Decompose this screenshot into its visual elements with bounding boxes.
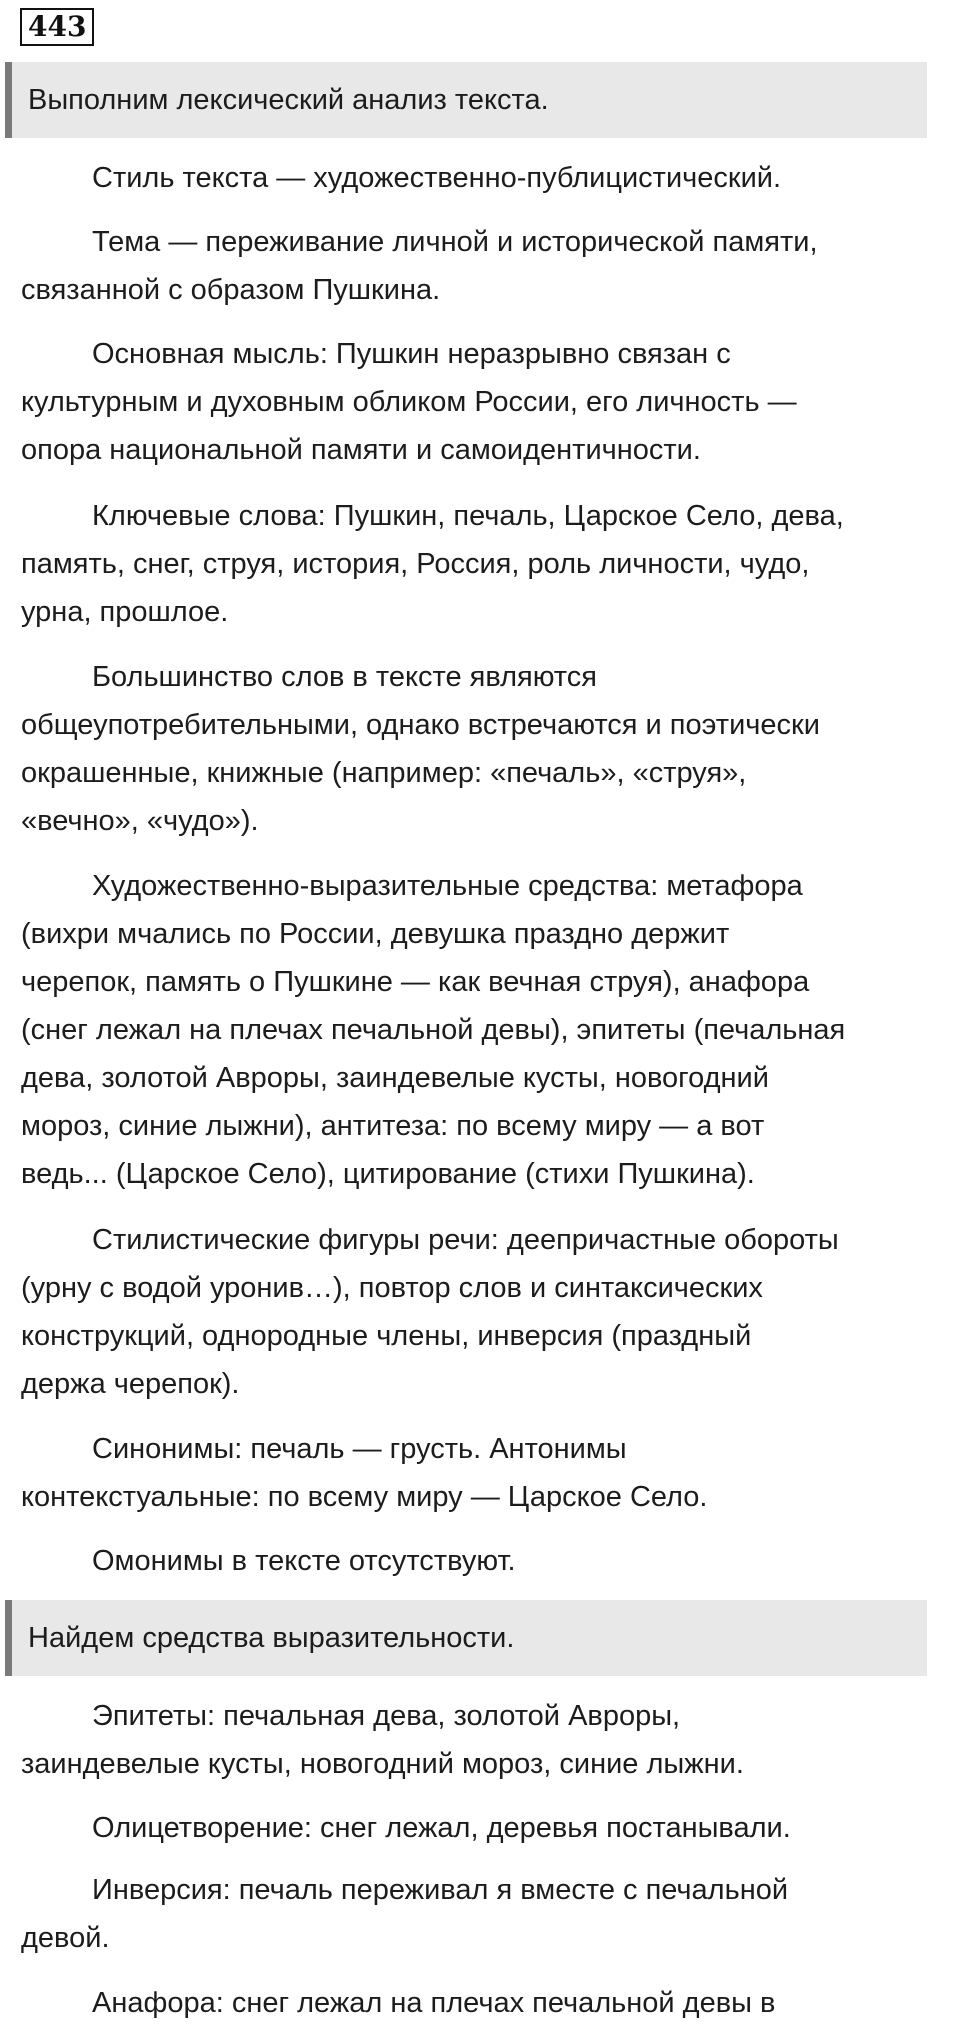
text-line: черепок, память о Пушкине — как вечная струя), анафора (21, 966, 810, 998)
text-line: (вихри мчались по России, девушка праздно держит (21, 918, 730, 950)
text-line: культурным и духовным обликом России, его личность — (21, 386, 797, 418)
text-line: конструкций, однородные члены, инверсия (праздный (21, 1320, 752, 1352)
text-line: Художественно-выразительные средства: метафора (92, 870, 803, 902)
text-line: окрашенные, книжные (например: «печаль», «струя», (21, 757, 747, 789)
text-line: Эпитеты: печальная дева, золотой Авроры, (92, 1700, 681, 1732)
text-line: мороз, синие лыжни), антитеза: по всему миру — а вот (21, 1110, 765, 1142)
paragraph-epithets (21, 1692, 951, 1788)
text-line: память, снег, струя, история, Россия, роль личности, чудо, (21, 548, 810, 580)
text-line: (урну с водой уронив…), повтор слов и синтаксических (21, 1272, 763, 1304)
text-line: девой. (21, 1922, 110, 1954)
paragraph-vocabulary (21, 653, 951, 845)
paragraph-keywords (21, 492, 951, 636)
paragraph-inversion (21, 1866, 951, 1962)
text-line: дева, золотой Авроры, заиндевелые кусты, новогодний (21, 1062, 769, 1094)
text-line: Стиль текста — художественно-публицистический. (92, 162, 782, 194)
text-line: Стилистические фигуры речи: деепричастные обороты (92, 1224, 839, 1256)
text-line: держа черепок). (21, 1368, 240, 1400)
paragraph-main-idea (21, 330, 951, 474)
section-header-expressive-means: Найдем средства выразительности. (5, 1600, 927, 1676)
text-line: Большинство слов в тексте являются (92, 661, 597, 693)
paragraph-personification (21, 1804, 951, 1852)
text-line: Омонимы в тексте отсутствуют. (92, 1545, 516, 1577)
text-line: ведь... (Царское Село), цитирование (стихи Пушкина). (21, 1158, 755, 1190)
text-line: заиндевелые кусты, новогодний мороз, синие лыжни. (21, 1748, 744, 1780)
text-line: опора национальной памяти и самоидентичности. (21, 434, 701, 466)
task-number-badge: 443 (20, 8, 94, 46)
text-line: Основная мысль: Пушкин неразрывно связан с (92, 338, 731, 370)
paragraph-theme (21, 218, 951, 314)
paragraph-expressive-means (21, 862, 951, 1198)
text-line: Тема — переживание личной и исторической памяти, (92, 226, 818, 258)
text-line: общеупотребительными, однако встречаются и поэтически (21, 709, 820, 741)
paragraph-stylistic-figures (21, 1216, 951, 1408)
paragraph-synonyms (21, 1425, 951, 1521)
paragraph-anaphora (21, 1979, 951, 2027)
text-line: связанной с образом Пушкина. (21, 274, 441, 306)
text-line: урна, прошлое. (21, 596, 229, 628)
text-line: Анафора: снег лежал на плечах печальной девы в (92, 1987, 776, 2019)
text-line: Олицетворение: снег лежал, деревья постанывали. (92, 1812, 791, 1844)
text-line: Инверсия: печаль переживал я вместе с печальной (92, 1874, 789, 1906)
text-line: (снег лежал на плечах печальной девы), эпитеты (печальная (21, 1014, 846, 1046)
section-header-lexical-analysis: Выполним лексический анализ текста. (5, 62, 927, 138)
text-line: Синонимы: печаль — грусть. Антонимы (92, 1433, 627, 1465)
paragraph-style (21, 154, 951, 202)
text-line: «вечно», «чудо»). (21, 805, 259, 837)
text-line: контекстуальные: по всему миру — Царское Село. (21, 1481, 708, 1513)
text-line: Ключевые слова: Пушкин, печаль, Царское Село, дева, (92, 500, 844, 532)
paragraph-homonyms (21, 1537, 951, 1585)
